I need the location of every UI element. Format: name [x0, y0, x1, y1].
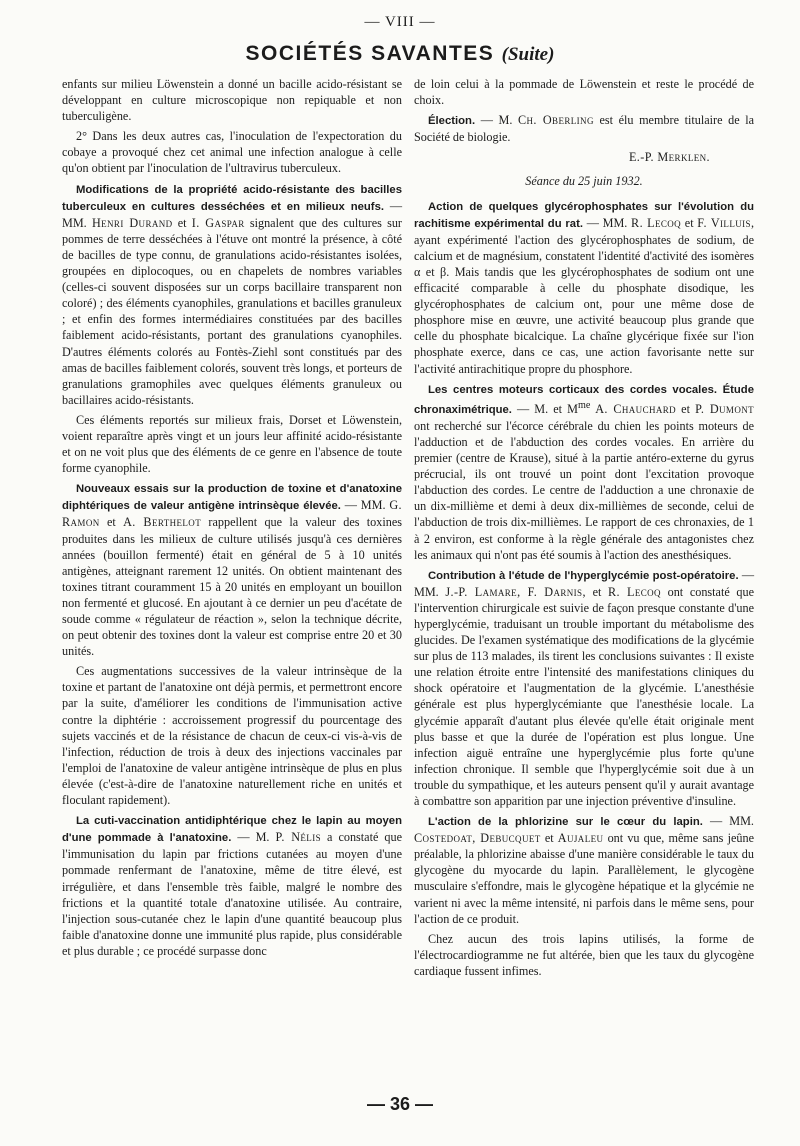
article-durand-gaspar	[62, 181, 402, 408]
roman-page-number: — VIII —	[364, 14, 436, 30]
article-body: ont vu que, même sans jeûne préalable, la phlorizine abaisse d'une manière considérable le taux du glycogène du myocarde du lapin. Parallèlement, le glycogène musculaire s'effondre, mais le glycogène hépatique et la glycémie ne varient ni avec la même intensité, ni parfois dans le même sens, pour l'action de ce produit.	[414, 831, 754, 926]
section-title-suite: (Suite)	[501, 44, 555, 65]
article-body: , ayant expérimenté l'action des glycérophosphates de sodium, de calcium et de magnésium, constatent l'identité d'activité des isomères α et β. Mais tandis que les glycérophosphates de sodium ont une efficacité comparable à celle du phosphate disodique, les glycérophosphates de calcium ont, pour une même dose de phosphore mise en œuvre, une activité beaucoup plus grande que celle du phosphate bicalcique. La chaîne glycérique fixée sur l'ion phosphate exerce, dans ce cas, une action favorisante nette sur l'activité antirachitique propre du phosphore.	[414, 215, 754, 376]
election-notice	[414, 112, 754, 145]
signature: E.-P. Merklen.	[628, 150, 710, 165]
author-prefix: — MM.	[702, 814, 754, 829]
article-body: ont constaté que l'intervention chirurgicale est suivie de façon presque constante d'une hyperglycémie, traduisant un trouble important du métabolisme des glucides. De l'examen systématique des modifications de la glycémie sur plus de 113 malades, ils tirent les conclusions suivantes : Il existe une relation étroite entre l'intensité des manifestations cliniques du shock opératoire et l'augmentation de la glycémie. L'anesthésie générale est plus hyperglycémiante que l'anesthésie locale. La glycémie apparaît d'autant plus élevée qu'elle était originale ment plus basse et que la durée de l'opération est plus longue. Une infection aiguë entraîne une hyperglycémie plus forte qu'une infection chronique. Il semble que l'hyperglycémie soit due à un trouble du sympathique, et les auteurs pensent qu'il y aurait avantage à combattre son apparition par une injection préventive d'insuline.	[414, 584, 754, 808]
author-name: R. Lecoq	[608, 584, 661, 599]
article-ramon-berthelot	[62, 480, 402, 659]
left-column	[62, 76, 402, 963]
author-prefix: — M. et M	[511, 401, 578, 416]
author-name: Costedoat, Debucquet	[414, 831, 541, 846]
author-prefix: — MM.	[414, 567, 755, 599]
article-title: La cuti-vaccination antidiphtérique chez le lapin au moyen d'une pommade à l'anatoxine.	[62, 815, 402, 845]
author-prefix: — MM.	[340, 498, 390, 513]
election-label: Élection.	[428, 115, 476, 128]
conjunction: et	[540, 831, 558, 846]
article-lecoq-villuis	[414, 198, 754, 377]
article-body: est élu membre titulaire de la Société de biologie.	[414, 113, 754, 145]
author-name: J.-P. Lamare, F. Darnis,	[445, 584, 586, 599]
paragraph: Ces éléments reportés sur milieux frais, Dorset et Löwenstein, voient reparaître après vingt et un jours leur affinité acido-résistante et on ne voit plus que des éléments de ce genre en l'absence de toute forme cyanophile.	[62, 412, 402, 476]
page-number: — 36 —	[366, 1094, 434, 1114]
section-header	[0, 42, 800, 66]
conjunction: et	[681, 215, 698, 230]
article-title: Les centres moteurs corticaux des cordes vocales. Étude chronaximétrique.	[414, 383, 754, 416]
session-date: Séance du 25 juin 1932.	[525, 174, 643, 189]
article-lamare-darnis-lecoq	[414, 567, 754, 809]
article-body: rappellent que la valeur des toxines produites dans les milieux de culture utilisés jusqu'à ces dernières années (bouillon fermenté) était en général de 5 à 10 unités antigènes, atteignant rarement 12 unités. On obtient maintenant des toxines titrant couramment 15 à 20 unités en employant un bouillon non fermenté et glucosé. En ajoutant à ce dernier un peu d'acétate de soude comme « régulateur de réaction », selon la technique décrite, on peut obtenir des toxines dont la valeur est comprise entre 20 et 30 unités.	[62, 515, 402, 659]
conjunction: et	[676, 401, 696, 416]
article-nelis	[62, 812, 402, 959]
author-prefix: — M.	[231, 830, 276, 845]
author-name: A. Chauchard	[590, 401, 677, 416]
paragraph: de loin celui à la pommade de Löwenstein et reste le procédé de choix.	[414, 77, 754, 108]
paragraph: enfants sur milieu Löwenstein a donné un bacille acido-résistant se développant en culture microscopique non repiquable et non tuberculigène.	[62, 77, 402, 124]
article-body: ont recherché sur l'écorce cérébrale du chien les points moteurs de l'adduction et de l'abduction des cordes vocales. En arrière du premier (centre de Krause), situé à la partie antéro-externe du gyrus précrucial, ils ont trouvé un point dont l'excitation provoque l'abduction des cordes. Le centre de l'adduction a une chronaxie de un dix-millième et demi à deux dix-millièmes de seconde, celui de l'abduction de trois dix-millièmes. Le rapport de ces chronaxies, de 1 à 2 environ, est conforme à la règle générale des antagonistes chez les animaux qui n'ont pas été soumis à l'action des anesthésiques.	[414, 418, 754, 562]
paragraph: Chez aucun des trois lapins utilisés, la forme de l'électrocardiogramme ne fut altérée, bien que les taux du glycogène cardiaque fussent infimes.	[414, 931, 754, 978]
author-prefix: — MM.	[62, 198, 403, 230]
author-name: G. Ramon	[62, 498, 402, 530]
author-name: F. Villuis	[697, 215, 751, 230]
article-chauchard-dumont	[414, 381, 754, 563]
paragraph: 2° Dans les deux autres cas, l'inoculation de l'expectoration du cobaye a provoqué chez cet animal une infection analogue à celle qu'on obtient par l'inoculation de l'ultravirus tuberculeux.	[62, 129, 402, 176]
author-name: P. Nélis	[275, 830, 321, 845]
conjunction: et	[585, 584, 608, 599]
article-title: Action de quelques glycérophosphates sur l'évolution du rachitisme expérimental du rat.	[414, 200, 754, 230]
conjunction: et	[99, 515, 124, 530]
paragraph: Ces augmentations successives de la valeur intrinsèque de la toxine et partant de l'anatoxine ont déjà permis, et permettront encore par la suite, d'améliorer les conditions de l'immunisation active contre la diphtérie : accroissement progressif du pourcentage des sujets vaccinés et de la résistance de chacun de ceux-ci vis-à-vis de l'infection, réduction de trois à deux des injections vaccinales par l'emploi de l'anatoxine de valeur antigène intrinsèque de plus en plus élevée (c'est-à-dire de l'anatoxine naturellement riche en unités et floculant rapidement).	[62, 664, 402, 808]
title-superscript: me	[577, 399, 591, 411]
article-title: Nouveaux essais sur la production de toxine et d'anatoxine diphtériques de valeur antigène intrinsèque élevée.	[62, 483, 402, 513]
author-name: Henri Durand	[91, 215, 173, 230]
article-body: a constaté que l'immunisation du lapin par frictions cutanées au moyen d'une pommade renfermant de l'anatoxine, même de titre élevé, est irrégulière, et dans l'ensemble très faible, malgré le nombre des frictions et la quantité totale d'anatoxine utilisée. Au contraire, l'injection sous-cutanée chez le lapin d'une quantité beaucoup plus faible d'anatoxine donne une immunité plus rapide, plus considérable et plus durable ; ce procédé surpasse donc	[62, 830, 402, 958]
author-name: Aujaleu	[557, 831, 604, 846]
article-title: Contribution à l'étude de l'hyperglycémie post-opératoire.	[428, 569, 739, 582]
article-body: signalent que des cultures sur pommes de terre desséchées à l'étuve ont montré la présence, à côté de bacilles de type connu, de granulations acido-résistantes isolées, groupées en diplocoques, ou en chapelets de nombres variables (celles-ci souvent disposées sur un corps bacillaire transparent non coloré) ; des éléments cyanophiles, granulations et bacilles granuleux ; et enfin des formes intermédiaires constituées par des bacilles faiblement acido-résistants, portant des granulations cyanophiles. D'autres éléments colorés au Fontès-Ziehl sont constitués par des amas de bacilles faiblement colorés, souvent très longs, et porteurs de granulations gramophiles avec quelques éléments granuleux ou bacillaires acido-résistants.	[62, 215, 402, 407]
article-title: Modifications de la propriété acido-résistante des bacilles tuberculeux en cultures desséchées et en milieux neufs.	[62, 183, 402, 213]
section-title: SOCIÉTÉS SAVANTES	[245, 42, 495, 65]
right-column	[414, 76, 754, 983]
conjunction: et	[172, 215, 192, 230]
article-title: L'action de la phlorizine sur le cœur du lapin.	[428, 816, 703, 829]
author-prefix: — M.	[475, 113, 518, 128]
author-name: P. Dumont	[695, 401, 755, 416]
author-prefix: — MM.	[583, 215, 632, 230]
author-name: R. Lecoq	[631, 215, 682, 230]
article-costedoat-debucquet-aujaleu	[414, 813, 754, 927]
author-name: A. Berthelot	[123, 515, 202, 530]
author-name: I. Gaspar	[191, 215, 245, 230]
author-name: Ch. Oberling	[517, 113, 594, 128]
